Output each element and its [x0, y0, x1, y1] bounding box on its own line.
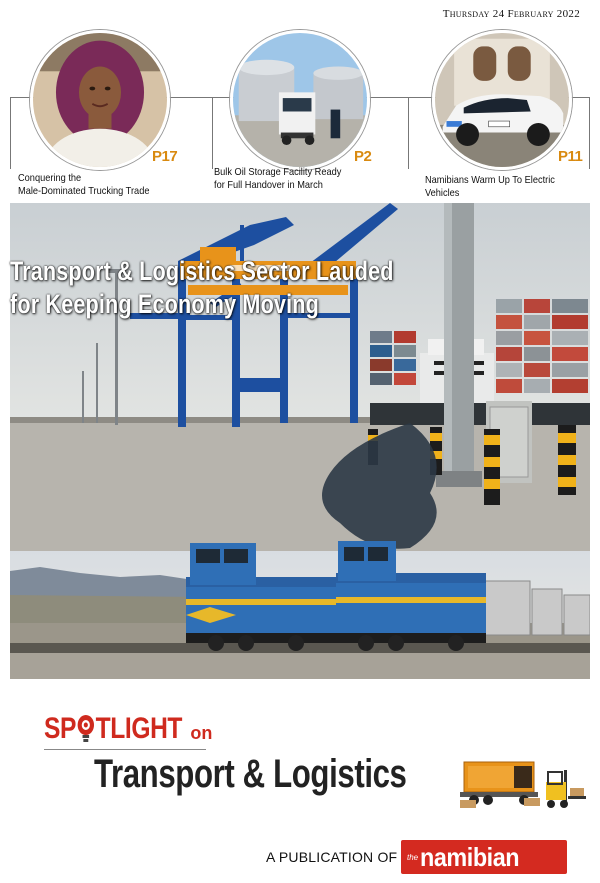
logo-name: namibian — [420, 841, 520, 872]
teaser-caption-line: Namibians Warm Up To Electric Vehicles — [425, 174, 555, 199]
teaser-caption[interactable] — [214, 166, 341, 192]
spotlight-on: on — [190, 723, 213, 743]
hero-headline-line: for Keeping Economy Moving — [10, 289, 319, 319]
publication-label: A PUBLICATION OF — [266, 849, 398, 865]
light-bulb-icon — [77, 714, 95, 744]
teaser-page-number: P11 — [558, 148, 583, 165]
spotlight-title — [44, 712, 212, 746]
teaser-caption[interactable] — [18, 172, 149, 198]
teaser-caption[interactable] — [425, 174, 579, 200]
namibian-logo[interactable] — [401, 840, 567, 874]
teaser-caption-line: Male-Dominated Trucking Trade — [18, 185, 150, 197]
teaser-caption-line: Conquering the — [18, 172, 82, 184]
supplement-topic: Transport & Logistics — [94, 752, 407, 796]
spotlight-prefix: SP — [44, 712, 77, 745]
hero-headline[interactable] — [10, 255, 458, 321]
teaser-divider-tick — [589, 97, 590, 169]
logo-the: the — [407, 852, 419, 862]
teaser-divider-tick — [10, 97, 11, 169]
issue-date: Thursday 24 February 2022 — [442, 8, 580, 20]
hero-headline-line: Transport & Logistics Sector Lauded — [10, 256, 394, 286]
teaser-photo-electric-car[interactable] — [432, 30, 572, 170]
teaser-caption-line: for Full Handover in March — [214, 179, 323, 191]
teaser-page-number: P17 — [152, 148, 178, 165]
teaser-photo-woman[interactable] — [30, 30, 170, 170]
teaser-photo-oil-storage[interactable] — [230, 30, 370, 170]
teaser-page-number: P2 — [354, 148, 372, 165]
spotlight-wordmark — [44, 712, 182, 746]
spotlight-suffix: TLIGHT — [95, 712, 183, 745]
teaser-caption-line: Bulk Oil Storage Facility Ready — [214, 166, 342, 178]
teaser-divider-tick — [212, 97, 213, 169]
container-truck-forklift-illustration — [454, 752, 590, 814]
teaser-divider-tick — [408, 97, 409, 169]
spotlight-underline — [44, 749, 206, 750]
